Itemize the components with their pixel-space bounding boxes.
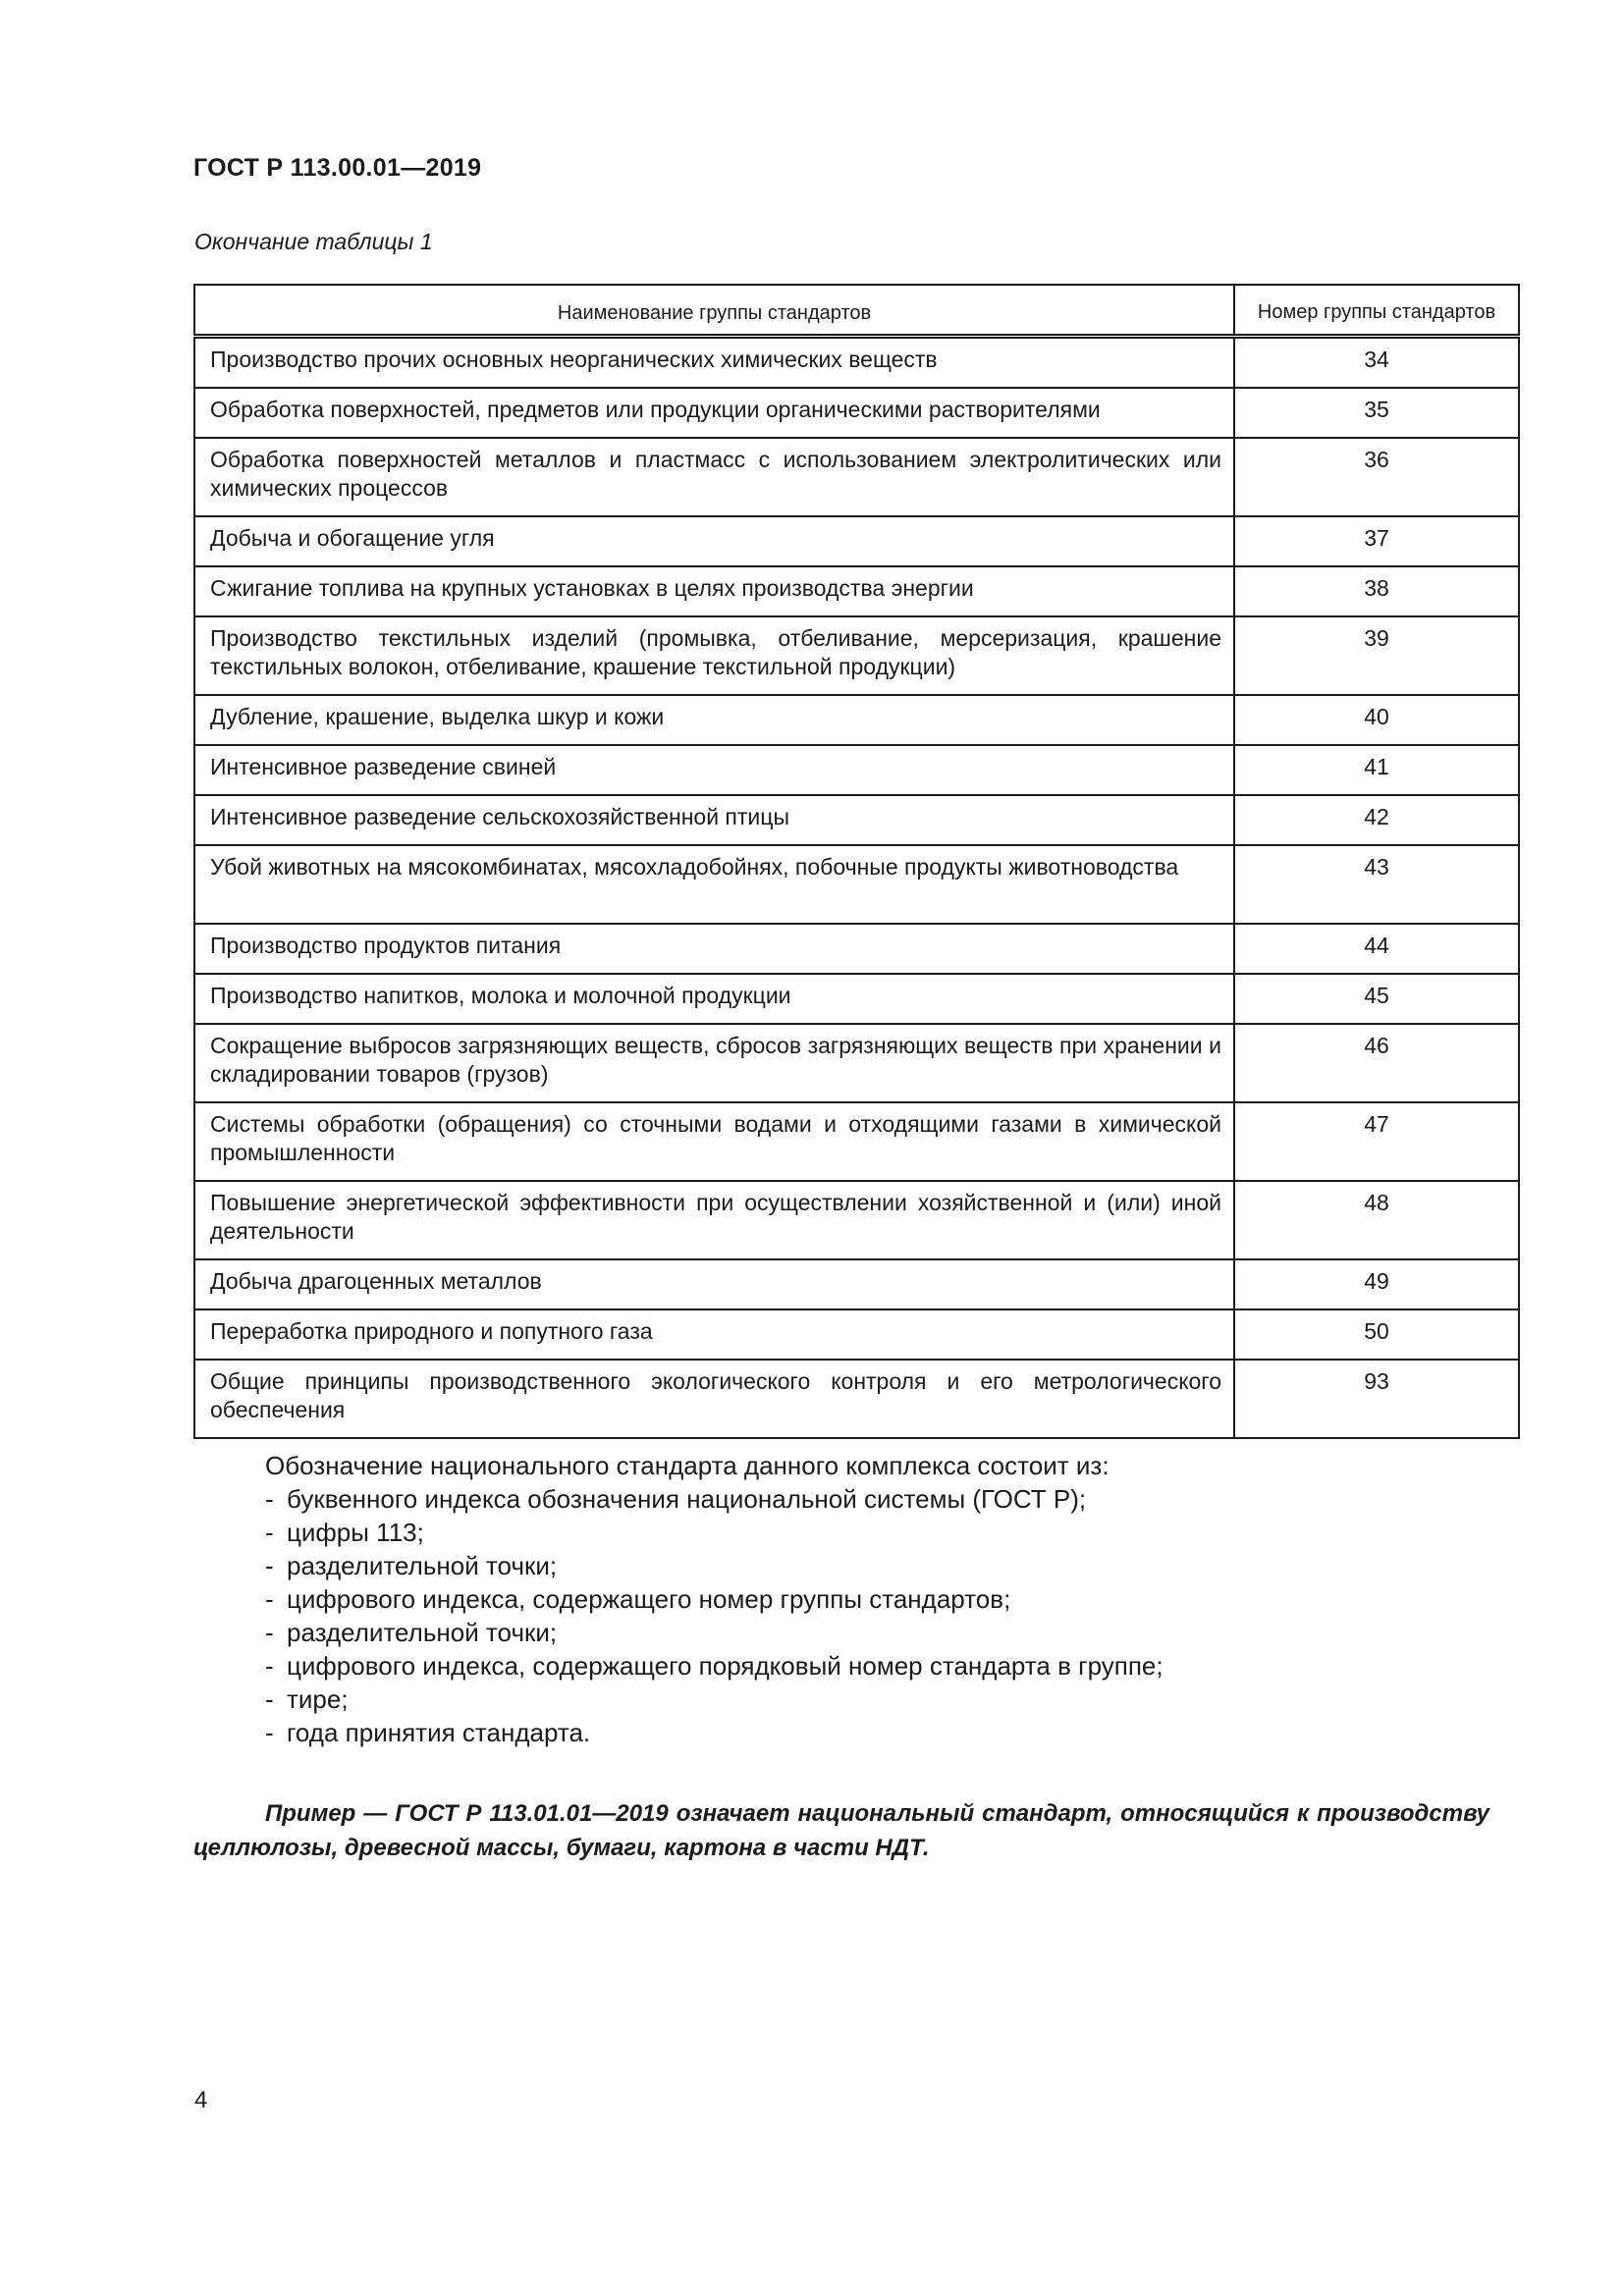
group-name: Дубление, крашение, выделка шкур и кожи: [194, 695, 1234, 745]
table-row: [194, 974, 1519, 1024]
list-item-text: разделительной точки;: [287, 1551, 558, 1580]
table-row: [194, 516, 1519, 566]
table-row: [194, 924, 1519, 974]
group-name: Убой животных на мясокомбинатах, мясохладобойнях, побочные продукты животноводства: [194, 845, 1234, 924]
group-number: 48: [1234, 1181, 1519, 1259]
group-number: 37: [1234, 516, 1519, 566]
notation-list: [265, 1482, 1492, 1749]
table-row: [194, 566, 1519, 616]
group-name: Добыча и обогащение угля: [194, 516, 1234, 566]
group-number: 47: [1234, 1102, 1519, 1181]
group-number: 36: [1234, 438, 1519, 516]
list-item: - цифрового индекса, содержащего номер группы стандартов;: [265, 1584, 1011, 1614]
group-number: 38: [1234, 566, 1519, 616]
group-number: 34: [1234, 337, 1519, 389]
table-row: [194, 388, 1519, 438]
notation-section: [265, 1449, 1492, 1749]
group-name: Общие принципы производственного экологического контроля и его метрологического обеспечения: [194, 1360, 1234, 1438]
group-number: 41: [1234, 745, 1519, 795]
table-row: [194, 1259, 1519, 1309]
table-caption: Окончание таблицы 1: [194, 229, 433, 254]
table-row: [194, 1181, 1519, 1259]
list-item: - цифры 113;: [265, 1518, 424, 1547]
example-paragraph: Пример — ГОСТ Р 113.01.01—2019 означает национальный стандарт, относящийся к производству целлюлозы, древесной массы, бумаги, картона в части НДТ.: [193, 1800, 1489, 1861]
table-row: [194, 438, 1519, 516]
table-row: [194, 795, 1519, 845]
table-row: [194, 1102, 1519, 1181]
group-number: 50: [1234, 1309, 1519, 1360]
page-number: 4: [194, 2087, 208, 2113]
group-name: Интенсивное разведение свиней: [194, 745, 1234, 795]
group-name: Производство прочих основных неорганических химических веществ: [194, 337, 1234, 389]
list-item-text: цифрового индекса, содержащего порядковый номер стандарта в группе;: [287, 1651, 1164, 1681]
group-name: Сокращение выбросов загрязняющих веществ, сбросов загрязняющих веществ при хранении и складировании товаров (грузов): [194, 1024, 1234, 1102]
group-name: Повышение энергетической эффективности при осуществлении хозяйственной и (или) иной деятельности: [194, 1181, 1234, 1259]
list-item: - разделительной точки;: [265, 1618, 558, 1647]
list-item-text: буквенного индекса обозначения национальной системы (ГОСТ Р);: [287, 1484, 1087, 1514]
standards-table: [193, 284, 1520, 1439]
list-item: - буквенного индекса обозначения национальной системы (ГОСТ Р);: [265, 1484, 1087, 1514]
group-number: 46: [1234, 1024, 1519, 1102]
group-number: 40: [1234, 695, 1519, 745]
group-number: 42: [1234, 795, 1519, 845]
group-name: Производство напитков, молока и молочной продукции: [194, 974, 1234, 1024]
group-name: Обработка поверхностей, предметов или продукции органическими растворителями: [194, 388, 1234, 438]
table-header-row: [194, 285, 1519, 337]
group-name: Сжигание топлива на крупных установках в целях производства энергии: [194, 566, 1234, 616]
list-item-text: разделительной точки;: [287, 1618, 558, 1647]
group-number: 93: [1234, 1360, 1519, 1438]
document-code: ГОСТ Р 113.00.01—2019: [193, 154, 482, 182]
list-item-text: цифры 113;: [287, 1518, 424, 1547]
group-name: Добыча драгоценных металлов: [194, 1259, 1234, 1309]
group-number: 39: [1234, 616, 1519, 695]
table-row: [194, 1024, 1519, 1102]
table-row: [194, 1309, 1519, 1360]
table-row: [194, 745, 1519, 795]
table-row: [194, 337, 1519, 389]
list-item-text: цифрового индекса, содержащего номер группы стандартов;: [287, 1584, 1011, 1614]
table-row: [194, 616, 1519, 695]
list-item: - тире;: [265, 1684, 349, 1714]
list-item: - года принятия стандарта.: [265, 1718, 591, 1747]
group-number: 43: [1234, 845, 1519, 924]
list-item: - цифрового индекса, содержащего порядковый номер стандарта в группе;: [265, 1651, 1164, 1681]
group-number: 44: [1234, 924, 1519, 974]
group-name: Переработка природного и попутного газа: [194, 1309, 1234, 1360]
list-item: - разделительной точки;: [265, 1551, 558, 1580]
group-number: 35: [1234, 388, 1519, 438]
list-item-text: года принятия стандарта.: [287, 1718, 591, 1747]
header-group-name: Наименование группы стандартов: [194, 285, 1234, 337]
group-name: Производство продуктов питания: [194, 924, 1234, 974]
group-number: 49: [1234, 1259, 1519, 1309]
notation-intro: Обозначение национального стандарта данного комплекса состоит из:: [265, 1451, 1110, 1480]
group-number: 45: [1234, 974, 1519, 1024]
list-item-text: тире;: [287, 1684, 349, 1714]
group-name: Системы обработки (обращения) со сточными водами и отходящими газами в химической промышленности: [194, 1102, 1234, 1181]
table-row: [194, 845, 1519, 924]
group-name: Производство текстильных изделий (промывка, отбеливание, мерсеризация, крашение текстильных волокон, отбеливание, крашение текстильной продукции): [194, 616, 1234, 695]
table-row: [194, 695, 1519, 745]
header-group-number: Номер группы стандартов: [1234, 285, 1519, 337]
group-name: Обработка поверхностей металлов и пластмасс с использованием электролитических или химических процессов: [194, 438, 1234, 516]
table-row: [194, 1360, 1519, 1438]
group-name: Интенсивное разведение сельскохозяйственной птицы: [194, 795, 1234, 845]
